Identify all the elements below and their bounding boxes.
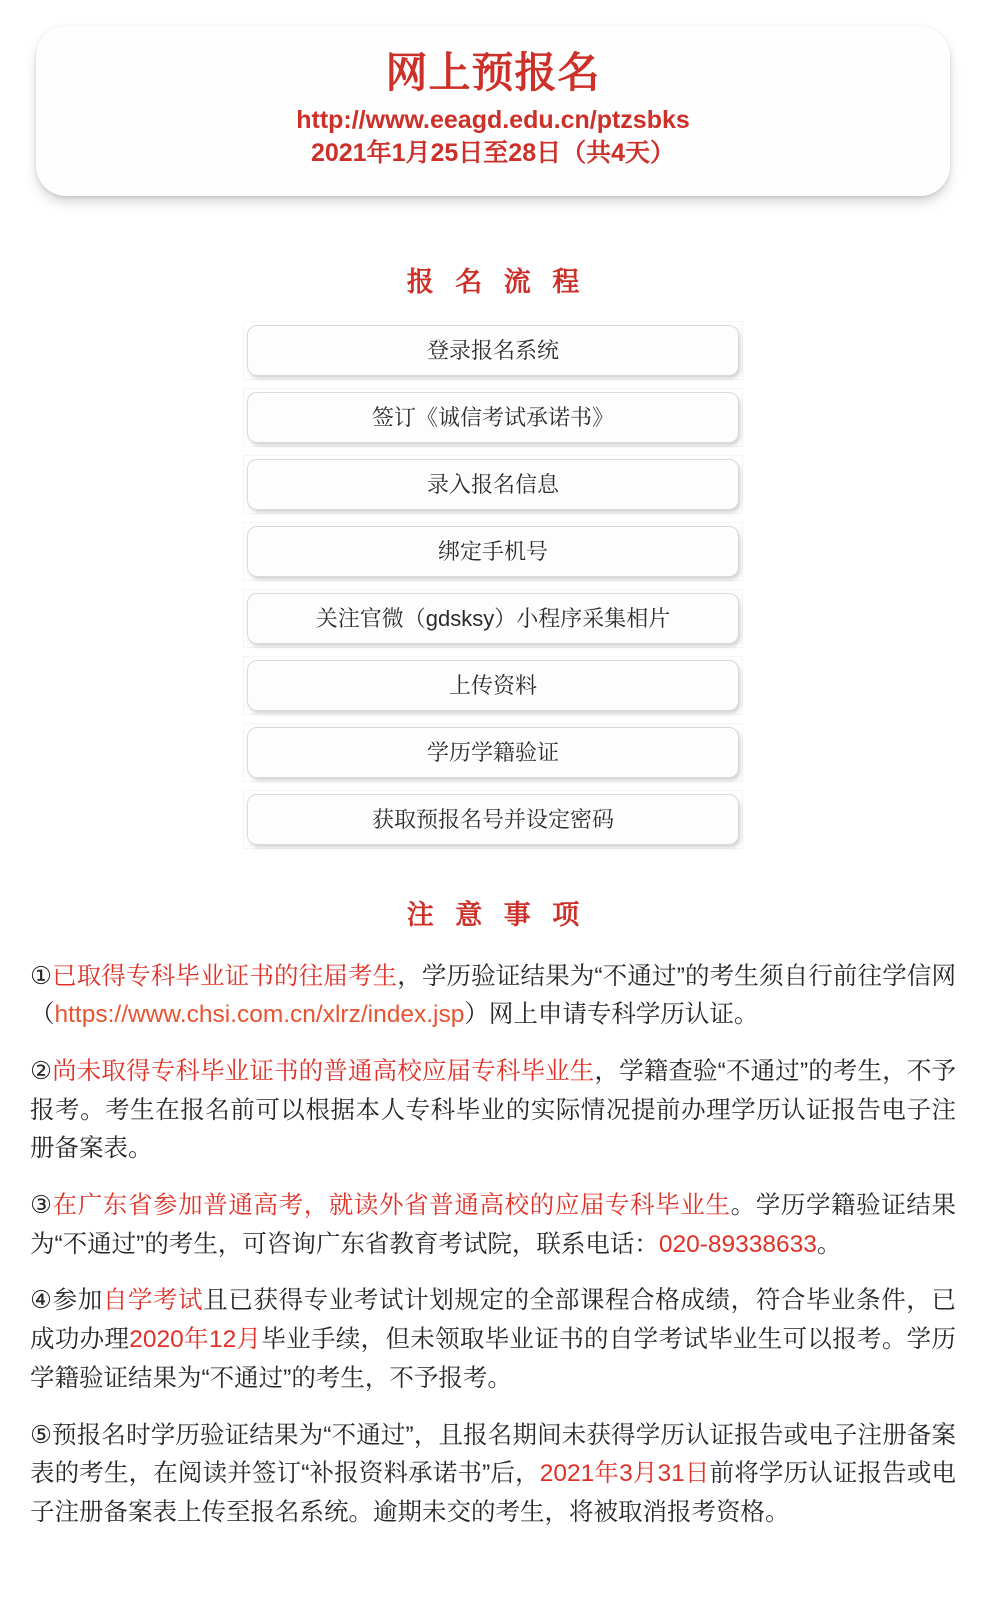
header-section	[0, 0, 986, 196]
flow-step-4[interactable]: 绑定手机号	[247, 526, 739, 577]
note-body-text: 且已获得专业考试计划规定的全部课程合格成绩，符合毕业条件，已成功办理	[30, 1287, 957, 1354]
note-highlight-text: 2020年12月	[129, 1326, 262, 1354]
note-item-5	[30, 1417, 956, 1533]
flow-step-frame	[243, 656, 743, 715]
registration-flow-list	[243, 321, 743, 849]
note-item-2	[30, 1053, 956, 1169]
note-highlight-text: 尚未取得专科毕业证书的普通高校应届专科毕业生	[52, 1057, 595, 1085]
header-card	[36, 26, 950, 196]
note-body-text: 参加	[52, 1287, 103, 1315]
note-highlight-text: 020-89338633	[658, 1230, 817, 1258]
registration-url[interactable]: http://www.eeagd.edu.cn/ptzsbks	[296, 105, 690, 134]
flow-section-heading: 报 名 流 程	[406, 266, 587, 297]
flow-step-1[interactable]: 登录报名系统	[247, 325, 739, 376]
flow-step-frame	[243, 388, 743, 447]
flow-step-2[interactable]: 签订《诚信考试承诺书》	[247, 392, 739, 443]
flow-step-7[interactable]: 学历学籍验证	[247, 727, 739, 778]
note-body-text: 。学历学籍验证结果为“不通过”的考生，可咨询广东省教育考试院，联系电话：	[30, 1192, 957, 1258]
flow-step-frame	[243, 321, 743, 380]
note-link-url[interactable]: https://www.chsi.com.cn/xlrz/index.jsp	[54, 1001, 465, 1029]
flow-step-frame	[243, 790, 743, 849]
note-body-text: 毕业手续，但未领取毕业证书的自学考试毕业生可以报考。学历学籍验证结果为“不通过”的考生，不予报考。	[30, 1326, 957, 1392]
note-marker: ④	[30, 1287, 53, 1315]
note-highlight-text: 已取得专科毕业证书的往届考生	[52, 962, 398, 990]
registration-date-range: 2021年1月25日至28日（共4天）	[310, 138, 676, 167]
note-body-text: 前将学历认证报告或电子注册备案表上传至报名系统。逾期未交的考生，将被取消报考资格。	[30, 1460, 956, 1526]
flow-step-5[interactable]: 关注官微（gdsksy）小程序采集相片	[247, 593, 739, 644]
note-body-text: 。	[816, 1230, 842, 1258]
note-highlight-text: 在广东省参加普通高考，就读外省普通高校的应届专科毕业生	[52, 1192, 731, 1220]
page-title: 网上预报名	[385, 49, 601, 96]
note-marker: ⑤	[30, 1421, 53, 1449]
note-marker: ③	[30, 1192, 53, 1220]
note-body-text: ，学历验证结果为“不通过”的考生须自行前往学信网（	[30, 962, 957, 1029]
note-item-1	[30, 958, 956, 1035]
note-marker: ①	[30, 962, 53, 990]
notes-list	[0, 958, 986, 1573]
flow-step-6[interactable]: 上传资料	[247, 660, 739, 711]
note-marker: ②	[30, 1057, 53, 1085]
flow-step-frame	[243, 723, 743, 782]
flow-step-frame	[243, 589, 743, 648]
note-body-text: ）网上申请专科学历认证。	[464, 1001, 759, 1029]
flow-step-8[interactable]: 获取预报名号并设定密码	[247, 794, 739, 845]
flow-step-3[interactable]: 录入报名信息	[247, 459, 739, 510]
note-body-text: ，学籍查验“不通过”的考生，不予报考。考生在报名前可以根据本人专科毕业的实际情况提前办理学历认证报告电子注册备案表。	[30, 1057, 957, 1163]
flow-step-frame	[243, 522, 743, 581]
note-highlight-text: 自学考试	[102, 1287, 204, 1315]
note-body-text: 预报名时学历验证结果为“不通过”，且报名期间未获得学历认证报告或电子注册备案表的考生，在阅读并签订“补报资料承诺书”后，	[30, 1421, 956, 1488]
note-item-4	[30, 1282, 956, 1398]
note-item-3	[30, 1187, 956, 1264]
flow-step-frame	[243, 455, 743, 514]
note-highlight-text: 2021年3月31日	[539, 1460, 710, 1488]
notes-section-heading: 注 意 事 项	[406, 899, 587, 930]
